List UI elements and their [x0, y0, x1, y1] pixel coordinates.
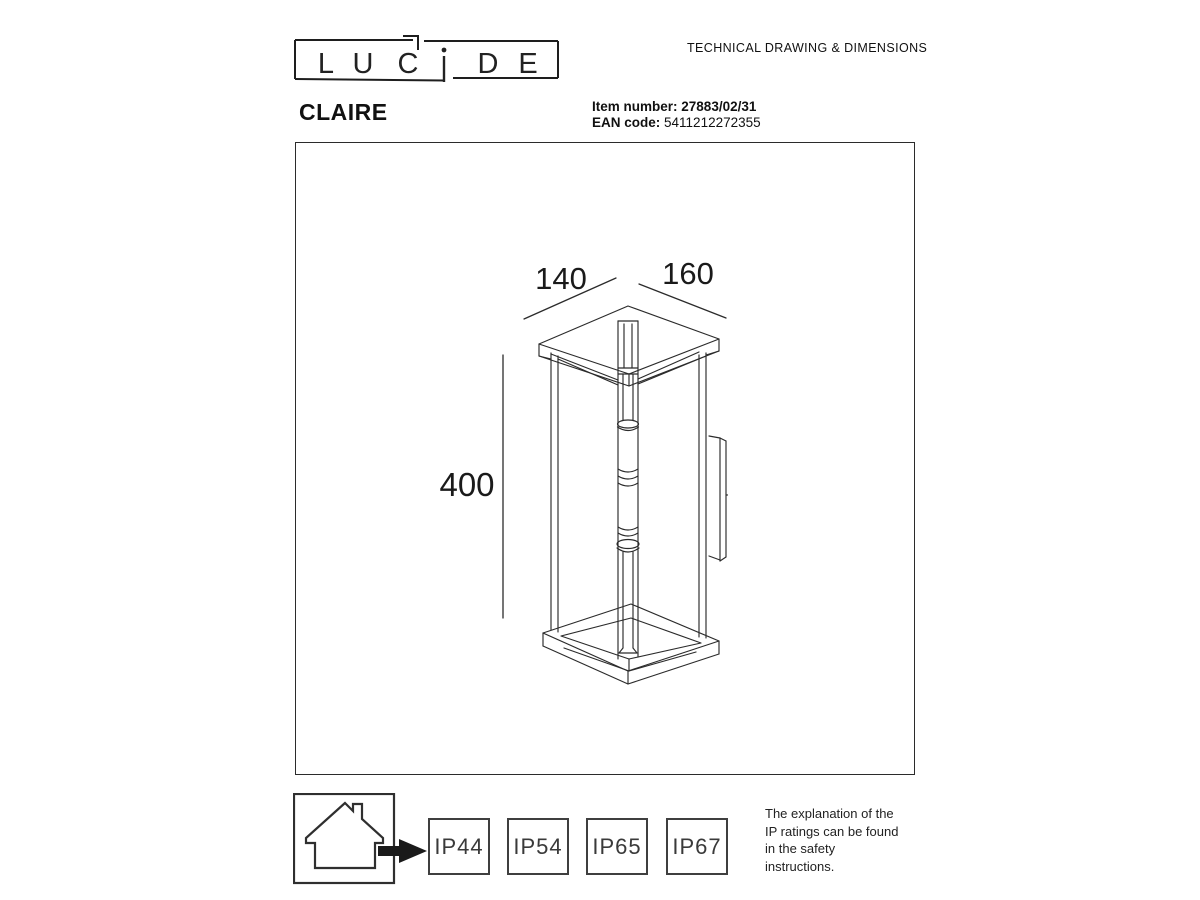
ean-label: EAN code:: [592, 115, 661, 130]
ip-note: [765, 805, 915, 875]
ip-rating-label: IP67: [672, 833, 722, 859]
ip-rating-label: IP54: [513, 833, 563, 859]
brand-letter: E: [518, 48, 538, 80]
item-number-row: [592, 99, 761, 115]
drawing-frame: [295, 142, 915, 775]
ip-rating-badge: [586, 818, 648, 875]
ip-note-line: in the safety: [765, 841, 836, 856]
brand-letter: D: [477, 48, 499, 80]
lucide-logo: [285, 30, 570, 88]
lamp-body: [551, 321, 706, 659]
dimension-height-label: 400: [439, 466, 495, 503]
item-number-label: Item number:: [592, 99, 678, 114]
dimension-width-label: 140: [535, 261, 587, 296]
product-name: CLAIRE: [299, 99, 388, 125]
brand-letter-i-glyph: [442, 48, 447, 82]
lamp-bottom-frame: [543, 604, 719, 684]
item-meta-block: [592, 99, 761, 131]
wall-bracket: [709, 436, 728, 561]
ip-rating-label: IP44: [434, 833, 484, 859]
brand-letter: L: [317, 48, 335, 80]
ip-note-line: The explanation of the: [765, 806, 894, 821]
ean-row: [592, 115, 761, 131]
pictogram-box: [294, 794, 394, 883]
dimension-depth-label: 160: [662, 256, 714, 291]
item-number-value: 27883/02/31: [681, 99, 757, 114]
ip-rating-badge: [666, 818, 728, 875]
indoor-use-pictogram: [293, 793, 443, 888]
arrow-right-icon: [378, 839, 427, 863]
ip-rating-label: IP65: [592, 833, 642, 859]
doc-title: TECHNICAL DRAWING & DIMENSIONS: [687, 41, 928, 55]
brand-letter: U: [352, 48, 374, 80]
house-icon: [306, 803, 383, 868]
technical-drawing: [296, 143, 913, 773]
ip-rating-badge: [507, 818, 569, 875]
lamp-tube: [617, 368, 639, 653]
ip-note-line: IP ratings can be found: [765, 823, 899, 839]
ip-note-line: instructions.: [765, 858, 835, 874]
ean-value: 5411212272355: [664, 115, 761, 130]
ip-rating-badge: [428, 818, 490, 875]
brand-letter: C: [397, 48, 419, 80]
